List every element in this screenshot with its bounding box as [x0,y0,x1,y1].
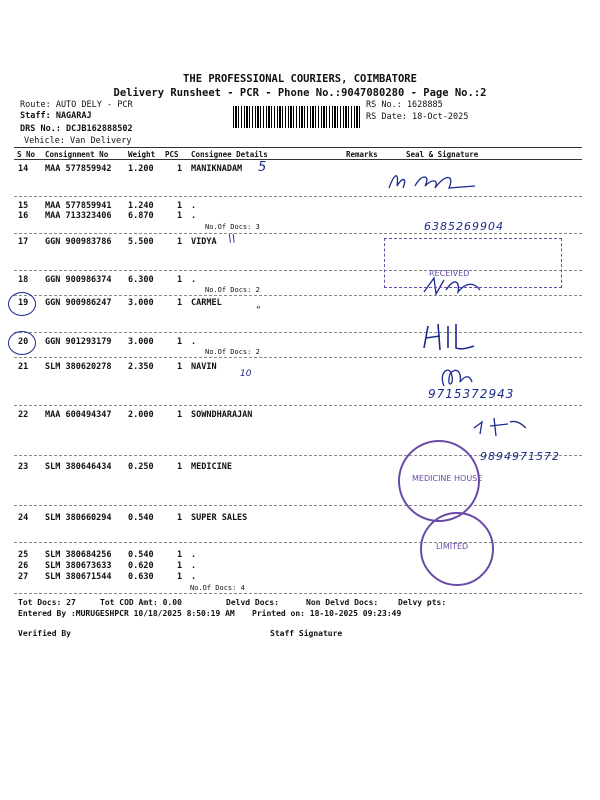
table-row: 21 SLM 380620278 2.350 1 NAVIN [18,362,217,372]
handwritten-mark: \\ [228,232,236,245]
row-separator [14,505,582,506]
drs-label: DRS No.: DCJB162888502 [20,124,133,134]
total-docs: Tot Docs: 27 [18,598,76,607]
col-signature: Seal & Signature [406,150,479,159]
col-remarks: Remarks [346,150,378,159]
header-top-rule [14,147,582,148]
row-separator [14,593,582,594]
runsheet-subtitle: Delivery Runsheet - PCR - Phone No.:9047080280 - Page No.:2 [113,87,487,99]
signature-image [436,362,476,392]
col-sno: S No [17,150,36,159]
handwritten-phone: 6385269904 [424,220,504,233]
rs-date: RS Date: 18-Oct-2025 [366,112,469,122]
col-consignment: Consignment No [45,150,109,159]
handwritten-phone: 9715372943 [428,387,515,401]
signature-image [385,168,485,196]
rubber-stamp: RECEIVED [384,238,562,288]
total-cod: Tot COD Amt: 0.00 [100,598,182,607]
circle-mark [8,292,36,316]
table-row: 18 GGN 900986374 6.300 1 . [18,275,197,285]
staff-label: Staff: NAGARAJ [20,111,92,121]
barcode [233,106,361,128]
table-row: 27 SLM 380671544 0.630 1 . [18,572,197,582]
table-row: 26 SLM 380673633 0.620 1 . [18,561,197,571]
row-consignee: MANIKNADAM [191,164,243,174]
col-pcs: PCS [165,150,179,159]
col-consignee: Consignee Details [191,150,268,159]
table-row: 22 MAA 600494347 2.000 1 SOWNDHARAJAN [18,410,253,420]
row-separator [14,233,582,234]
table-row [0,164,600,176]
vehicle-label: Vehicle: Van Delivery [24,136,132,146]
company-title: THE PROFESSIONAL COURIERS, COIMBATORE [183,73,417,85]
row-separator [14,405,582,406]
table-row: 24 SLM 380660294 0.540 1 SUPER SALES [18,513,248,523]
signature-image [418,320,478,356]
round-stamp: MEDICINE HOUSE [398,440,480,522]
docs-count: No.Of Docs: 2 [205,348,260,356]
handwritten-mark: " [256,305,261,316]
row-pcs: 1 [177,164,183,174]
row-consignment: MAA 577859942 [45,164,112,174]
circle-mark [8,331,36,355]
docs-count: No.Of Docs: 2 [205,286,260,294]
handwritten-mark: 5 [258,160,267,175]
row-separator [14,332,582,333]
docs-count: No.Of Docs: 4 [190,584,245,592]
row-weight: 1.200 [128,164,154,174]
row-separator [14,357,582,358]
staff-signature: Staff Signature [270,629,343,638]
row-sno: 14 [18,164,29,174]
row-separator [14,196,582,197]
table-row: 19 GGN 900986247 3.000 1 CARMEL [18,298,222,308]
col-weight: Weight [128,150,156,159]
header-bottom-rule [14,159,582,160]
rs-number: RS No.: 1628885 [366,100,443,110]
delivered-docs: Delvd Docs: [226,598,279,607]
table-row: 15 MAA 577859941 1.240 1 . [18,201,197,211]
row-separator [14,542,582,543]
row-separator [14,295,582,296]
delivery-points: Delvy pts: [398,598,447,607]
handwritten-mark: 10 [240,369,252,379]
signature-image [470,412,530,442]
table-row: 20 GGN 901293179 3.000 1 . [18,337,197,347]
round-stamp: LIMITED [420,512,494,586]
table-row: 25 SLM 380684256 0.540 1 . [18,550,197,560]
table-row: 17 GGN 900983786 5.500 1 VIDYA [18,237,217,247]
table-row: 23 SLM 380646434 0.250 1 MEDICINE [18,462,232,472]
printed-on: Printed on: 18-10-2025 09:23:49 [252,609,402,618]
verified-by: Verified By [18,629,71,638]
docs-count: No.Of Docs: 3 [205,223,260,231]
route-label: Route: AUTO DELY - PCR [20,100,133,110]
handwritten-phone: 9894971572 [480,450,560,463]
table-row: 16 MAA 713323406 6.870 1 . [18,211,197,221]
entered-by: Entered By :MURUGESHPCR 10/18/2025 8:50:19 AM [18,609,235,618]
non-delivered-docs: Non Delvd Docs: [306,598,379,607]
